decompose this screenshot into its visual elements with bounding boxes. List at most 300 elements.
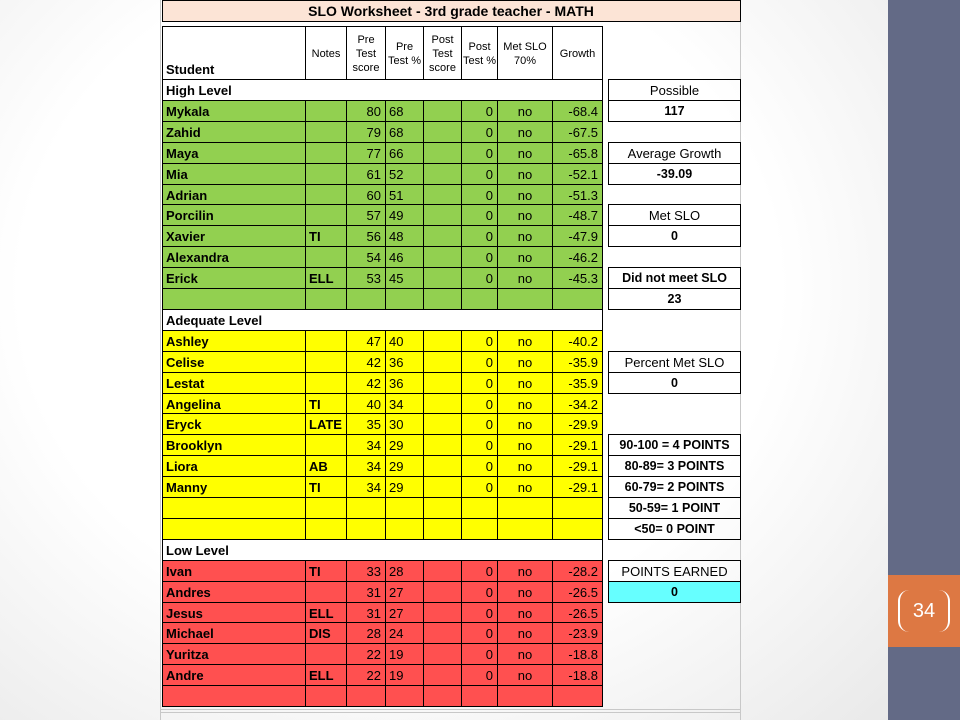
growth: -45.3 [568,271,598,286]
met-slo: no [517,125,533,140]
grid-line [162,685,603,686]
grid-line [162,643,603,644]
pre-test-score: 60 [366,188,381,203]
post-test-score [424,268,461,288]
grid-line [740,560,741,602]
met-slo: no [517,438,533,453]
grid-line [608,393,741,394]
header-post-score: Post Test score [429,33,456,74]
pre-test-percent: 49 [389,208,404,223]
met-slo: no [517,250,533,265]
met-slo: no [517,334,533,349]
pre-test-score: 22 [366,668,381,683]
post-test-score [424,205,461,225]
grid-line [162,142,603,143]
pre-test-percent: 19 [389,647,404,662]
post-test-percent: 0 [485,564,493,579]
grid-line [602,26,603,706]
section-row-cover [305,540,306,560]
not-met-label: Did not meet SLO [622,271,727,285]
points-scale-row: 80-89= 3 POINTS [624,459,725,473]
grid-line [162,518,603,519]
section-label-adequate: Adequate Level [166,313,263,328]
met-slo: no [517,606,533,621]
section-row-cover [552,80,553,100]
met-slo: no [517,229,533,244]
student-notes [306,247,346,267]
student-notes [306,435,346,455]
met-slo: no [517,376,533,391]
post-test-percent: 0 [485,208,493,223]
post-test-percent: 0 [485,188,493,203]
grid-line [423,26,424,706]
post-test-percent: 0 [485,647,493,662]
header-student: Student [166,62,215,77]
grid-line [162,100,603,101]
points-scale-row: 60-79= 2 POINTS [624,480,725,494]
grid-line [608,497,741,498]
student-name: Ivan [166,564,193,579]
student-name: Alexandra [166,250,229,265]
grid-line [162,602,603,603]
pre-test-percent: 36 [389,376,404,391]
pre-test-percent: 28 [389,564,404,579]
met-slo: no [517,417,533,432]
student-notes: TI [309,480,321,495]
student-name: Andre [166,668,204,683]
grid-line [608,142,741,143]
pre-test-score: 40 [366,397,381,412]
section-row-cover [346,310,347,330]
grid-line [385,26,386,706]
met-slo: no [517,647,533,662]
post-test-percent: 0 [485,167,493,182]
grid-line [162,622,603,623]
met-slo: no [517,104,533,119]
grid-line [608,581,741,582]
grid-line [608,225,741,226]
pre-test-score: 33 [366,564,381,579]
grid-line [608,267,741,268]
grid-line [608,602,741,603]
grid-line [162,393,603,394]
student-notes [306,205,346,225]
grid-line [608,142,609,184]
pre-test-score: 80 [366,104,381,119]
section-row-cover [423,80,424,100]
post-test-score [424,435,461,455]
grid-line [162,288,603,289]
met-slo: no [517,188,533,203]
section-label-high: High Level [166,83,232,98]
header-pre-pct: Pre Test % [387,40,421,67]
percent-met-value: 0 [671,376,678,390]
pre-test-score: 57 [366,208,381,223]
student-name: Maya [166,146,199,161]
sheet-gridline [160,709,740,710]
grid-line [740,0,741,21]
post-test-percent: 0 [485,271,493,286]
grid-line [740,434,741,539]
section-row-cover [346,540,347,560]
growth: -35.9 [568,355,598,370]
growth: -65.8 [568,146,598,161]
pre-test-percent: 34 [389,397,404,412]
student-notes: TI [309,229,321,244]
not-met-value: 23 [667,292,682,306]
growth: -47.9 [568,229,598,244]
student-notes [306,373,346,393]
pre-test-score: 31 [366,606,381,621]
grid-line [162,539,603,540]
grid-line [608,204,741,205]
pre-test-score: 61 [366,167,381,182]
student-notes: ELL [309,606,334,621]
pre-test-score: 79 [366,125,381,140]
post-test-score [424,623,461,643]
row-fill [162,497,602,518]
grid-line [740,204,741,246]
student-notes [306,143,346,163]
pre-test-score: 34 [366,438,381,453]
points-scale-row: 50-59= 1 POINT [628,501,721,515]
student-name: Mykala [166,104,210,119]
average-growth-value: -39.09 [656,167,693,181]
grid-line [608,476,741,477]
student-name: Yuritza [166,647,209,662]
grid-line [608,351,609,393]
section-row-cover [305,310,306,330]
growth: -29.1 [568,459,598,474]
grid-line [162,581,603,582]
post-test-percent: 0 [485,376,493,391]
pre-test-percent: 27 [389,585,404,600]
post-test-score [424,561,461,581]
post-test-percent: 0 [485,104,493,119]
points-earned-value: 0 [671,585,678,599]
possible-value: 117 [664,104,685,118]
student-name: Michael [166,626,214,641]
pre-test-percent: 29 [389,438,404,453]
met-slo-value: 0 [671,229,678,243]
grid-line [608,539,741,540]
student-notes [306,582,346,602]
section-row-cover [305,80,306,100]
student-notes [306,164,346,184]
growth: -48.7 [568,208,598,223]
grid-line [162,560,603,561]
met-slo: no [517,397,533,412]
pre-test-percent: 68 [389,104,404,119]
met-slo: no [517,626,533,641]
post-test-score [424,414,461,434]
growth: -18.8 [568,647,598,662]
post-test-score [424,164,461,184]
student-name: Mia [166,167,188,182]
post-test-score [424,247,461,267]
grid-line [608,163,741,164]
pre-test-percent: 51 [389,188,404,203]
post-test-score [424,373,461,393]
pre-test-percent: 66 [389,146,404,161]
growth: -29.1 [568,480,598,495]
grid-line [162,26,163,706]
grid-line [608,309,741,310]
grid-line [608,121,741,122]
page-number: 34 [898,590,950,632]
post-test-percent: 0 [485,397,493,412]
growth: -23.9 [568,626,598,641]
header-growth: Growth [559,47,596,60]
pre-test-percent: 27 [389,606,404,621]
post-test-score [424,101,461,121]
grid-line [608,560,741,561]
grid-line [162,455,603,456]
pre-test-score: 77 [366,146,381,161]
met-slo: no [517,355,533,370]
points-scale-row: <50= 0 POINT [634,522,715,536]
section-row-cover [497,540,498,560]
post-test-percent: 0 [485,334,493,349]
growth: -34.2 [568,397,598,412]
average-growth-label: Average Growth [627,146,722,161]
grid-line [162,330,603,331]
met-slo: no [517,271,533,286]
header-pre-score: Pre Test score [352,33,380,74]
student-notes: ELL [309,271,334,286]
student-name: Jesus [166,606,203,621]
grid-line [497,26,498,706]
student-name: Eryck [166,417,202,432]
grid-line [162,706,603,707]
section-row-cover [461,540,462,560]
grid-line [608,79,609,121]
growth: -29.1 [568,438,598,453]
grid-line [162,163,603,164]
pre-test-score: 47 [366,334,381,349]
grid-line [608,518,741,519]
grid-line [608,100,741,101]
pre-test-score: 42 [366,376,381,391]
growth: -67.5 [568,125,598,140]
post-test-percent: 0 [485,355,493,370]
growth: -51.3 [568,188,598,203]
student-name: Manny [166,480,208,495]
met-slo: no [517,208,533,223]
grid-line [162,267,603,268]
pre-test-score: 22 [366,647,381,662]
section-row-cover [423,540,424,560]
grid-line [162,413,603,414]
section-row-cover [385,80,386,100]
post-test-score [424,143,461,163]
section-row-cover [552,310,553,330]
grid-line [162,26,603,27]
growth: -52.1 [568,167,598,182]
grid-line [162,664,603,665]
header-post-pct: Post Test % [462,40,496,67]
student-notes [306,122,346,142]
post-test-percent: 0 [485,146,493,161]
grid-line [608,267,609,309]
student-name: Brooklyn [166,438,223,453]
pre-test-percent: 40 [389,334,404,349]
grid-line [608,455,741,456]
post-test-score [424,122,461,142]
student-name: Lestat [166,376,205,391]
pre-test-score: 31 [366,585,381,600]
post-test-score [424,185,461,204]
grid-line [162,21,741,22]
section-row-cover [461,310,462,330]
student-notes [306,101,346,121]
grid-line [162,351,603,352]
pre-test-score: 34 [366,459,381,474]
pre-test-score: 28 [366,626,381,641]
pre-test-percent: 29 [389,480,404,495]
student-notes [306,644,346,664]
met-slo: no [517,585,533,600]
sheet-gridline [160,712,740,713]
grid-line [162,79,603,80]
grid-line [608,351,741,352]
student-name: Ashley [166,334,209,349]
grid-line [162,225,603,226]
post-test-percent: 0 [485,480,493,495]
grid-line [608,434,741,435]
met-slo: no [517,564,533,579]
pre-test-percent: 48 [389,229,404,244]
student-name: Porcilin [166,208,214,223]
post-test-percent: 0 [485,417,493,432]
met-slo: no [517,668,533,683]
student-notes: TI [309,397,321,412]
grid-line [608,184,741,185]
met-slo: no [517,480,533,495]
growth: -35.9 [568,376,598,391]
post-test-score [424,226,461,246]
student-name: Liora [166,459,198,474]
met-slo: no [517,167,533,182]
post-test-percent: 0 [485,229,493,244]
met-slo: no [517,146,533,161]
student-notes: TI [309,564,321,579]
grid-line [608,434,609,539]
header-notes: Notes [311,47,341,60]
grid-line [608,79,741,80]
met-slo-label: Met SLO [648,208,701,223]
student-notes: AB [309,459,328,474]
possible-label: Possible [649,83,700,98]
grid-line [346,26,347,706]
sheet-gridline [160,0,161,720]
worksheet-title: SLO Worksheet - 3rd grade teacher - MATH [308,3,594,19]
section-row-cover [461,80,462,100]
post-test-score [424,603,461,622]
post-test-score [424,456,461,476]
growth: -28.2 [568,564,598,579]
student-notes [306,331,346,351]
section-row-cover [423,310,424,330]
grid-line [305,26,306,706]
student-notes: LATE [309,417,342,432]
met-slo: no [517,459,533,474]
post-test-percent: 0 [485,585,493,600]
grid-line [608,288,741,289]
pre-test-score: 34 [366,480,381,495]
growth: -26.5 [568,606,598,621]
pre-test-score: 53 [366,271,381,286]
grid-line [552,26,553,706]
post-test-score [424,665,461,685]
pre-test-score: 35 [366,417,381,432]
grid-line [162,434,603,435]
student-notes: DIS [309,626,331,641]
grid-line [162,372,603,373]
grid-line [162,476,603,477]
student-name: Zahid [166,125,201,140]
post-test-percent: 0 [485,438,493,453]
post-test-percent: 0 [485,125,493,140]
pre-test-percent: 52 [389,167,404,182]
student-name: Angelina [166,397,221,412]
row-fill [162,518,602,539]
post-test-score [424,394,461,413]
section-row-cover [497,310,498,330]
row-fill [162,685,602,706]
grid-line [740,79,741,121]
student-notes [306,185,346,204]
post-test-percent: 0 [485,606,493,621]
pre-test-score: 42 [366,355,381,370]
section-row-cover [385,310,386,330]
growth: -29.9 [568,417,598,432]
post-test-percent: 0 [485,459,493,474]
post-test-score [424,477,461,497]
growth: -40.2 [568,334,598,349]
section-row-cover [346,80,347,100]
row-fill [162,288,602,309]
grid-line [461,26,462,706]
pre-test-score: 56 [366,229,381,244]
student-name: Adrian [166,188,208,203]
post-test-percent: 0 [485,250,493,265]
pre-test-percent: 46 [389,250,404,265]
grid-line [608,204,609,246]
grid-line [740,142,741,184]
post-test-score [424,331,461,351]
grid-line [608,246,741,247]
student-name: Erick [166,271,198,286]
grid-line [162,204,603,205]
pre-test-percent: 68 [389,125,404,140]
student-name: Celise [166,355,205,370]
post-test-score [424,644,461,664]
pre-test-percent: 30 [389,417,404,432]
post-test-percent: 0 [485,668,493,683]
grid-line [162,184,603,185]
section-label-low: Low Level [166,543,229,558]
points-earned-label: POINTS EARNED [621,564,728,579]
post-test-score [424,352,461,372]
grid-line [740,267,741,309]
student-notes: ELL [309,668,334,683]
percent-met-label: Percent Met SLO [624,355,725,370]
grid-line [608,372,741,373]
growth: -26.5 [568,585,598,600]
points-scale-row: 90-100 = 4 POINTS [619,438,730,452]
growth: -46.2 [568,250,598,265]
